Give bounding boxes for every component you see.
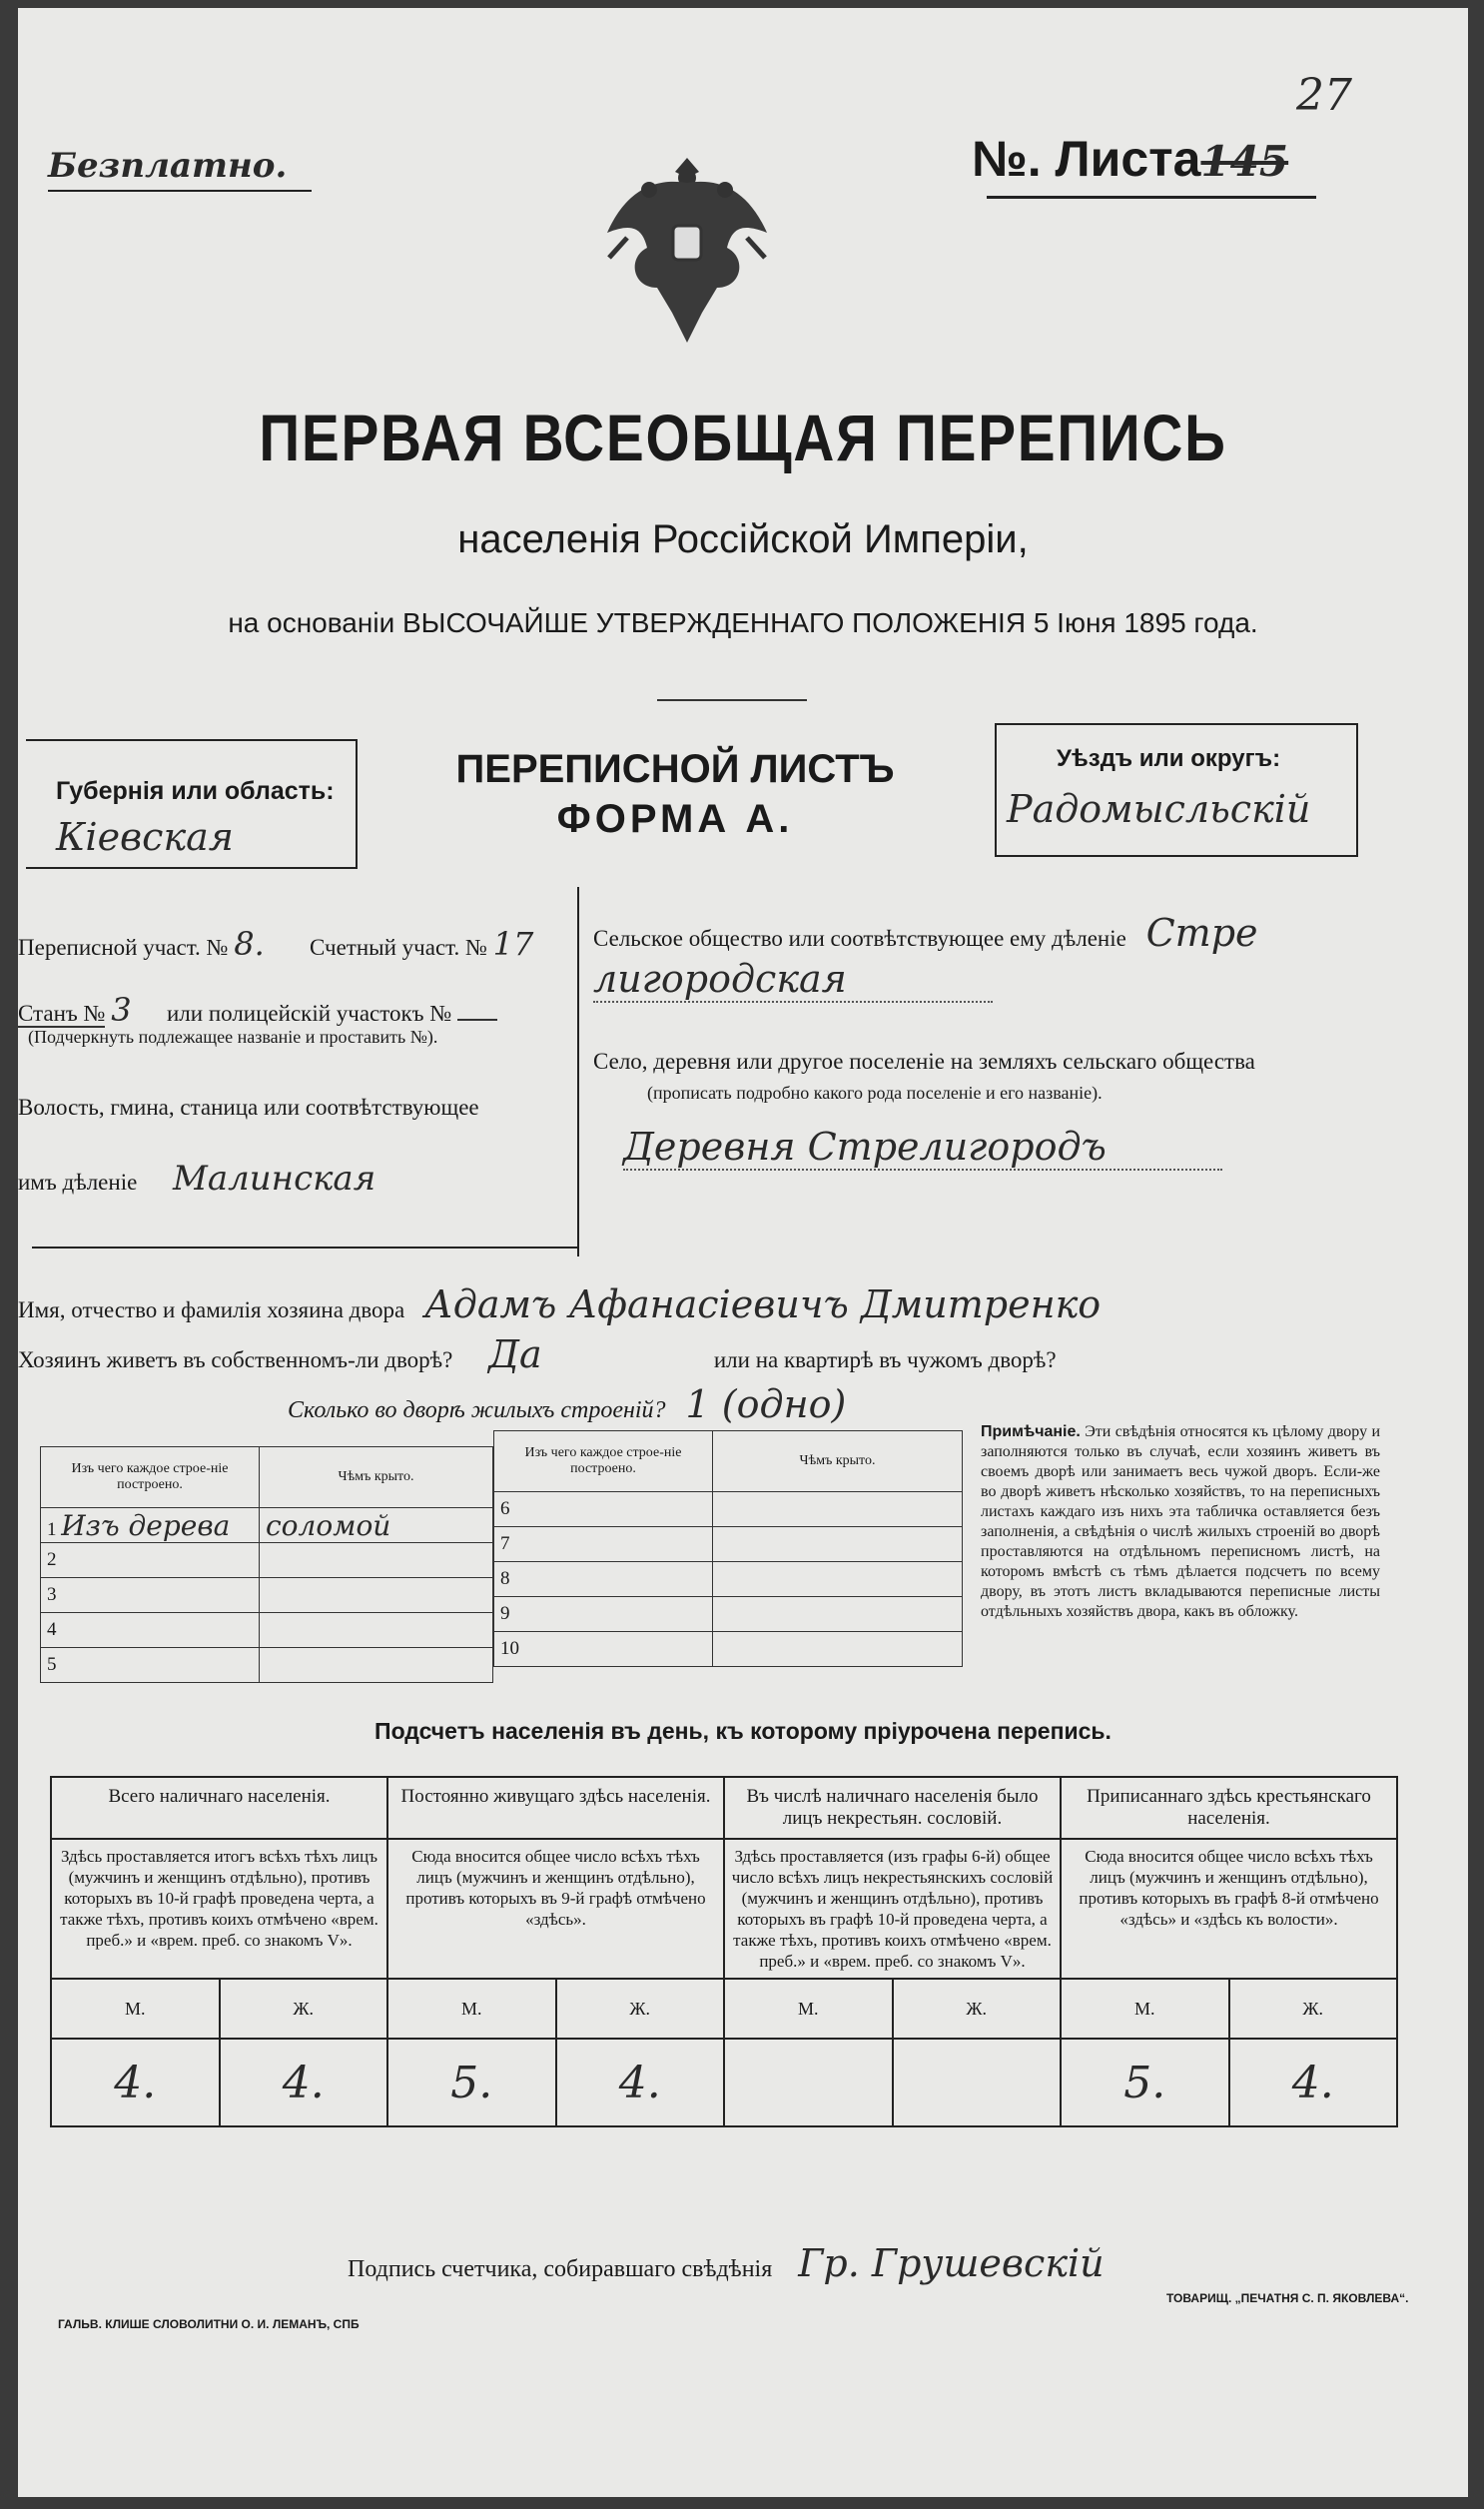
registered-female: 4. — [1229, 2039, 1398, 2126]
col-desc-permanent: Сюда вносится общее число всѣхъ тѣхъ лицъ (мужчинъ и женщинъ отдѣльно), противъ которыхъ въ 9-й графѣ отмѣчено «здѣсь». — [387, 1839, 724, 1979]
table-row — [41, 1648, 493, 1683]
row-number: 2 — [41, 1543, 260, 1578]
volost-row — [18, 1159, 375, 1199]
owner-name-row — [18, 1282, 1101, 1326]
count-section-value: 17 — [492, 925, 534, 963]
m-label: М. — [724, 1979, 893, 2039]
table-row — [494, 1632, 963, 1667]
table-row — [41, 1613, 493, 1648]
sheet-number-underline — [987, 196, 1316, 199]
m-label: М. — [1061, 1979, 1229, 2039]
total-female: 4. — [220, 2039, 388, 2126]
population-table — [50, 1776, 1398, 2127]
m-label: М. — [387, 1979, 556, 2039]
table-row — [494, 1527, 963, 1562]
note-text: Эти свѣдѣнія относятся къ цѣлому двору и заполняются только въ случаѣ, если хозяинъ живетъ въ своемъ дворѣ или занимаетъ весь чужой дворъ. Если-же во дворѣ живетъ нѣсколько хозяйствъ, то на переписныхъ листахъ каждаго изъ нихъ эта табличка оставляется безъ заполненія, а свѣдѣнія о числѣ жилыхъ строеній во дворѣ проставляются на отдѣльномъ переписномъ листѣ, на которомъ вмѣстѣ съ тѣмъ дѣлается подсчетъ по всему двору, въ этотъ листъ вкладываются переписные листы отдѣльныхъ хозяйствъ двора, какъ въ обложку. — [981, 1423, 1380, 1620]
society-row — [593, 911, 1258, 955]
free-underline — [48, 190, 312, 192]
permanent-male: 5. — [387, 2039, 556, 2126]
police-value-line — [457, 1019, 497, 1021]
own-yard-row — [18, 1332, 1057, 1376]
fields-divider — [577, 887, 579, 1256]
registered-male: 5. — [1061, 2039, 1229, 2126]
m-label: М. — [51, 1979, 220, 2039]
rented-label: или на квартирѣ въ чужомъ дворѣ? — [713, 1347, 1057, 1372]
owner-name-label: Имя, отчество и фамилія хозяина двора — [18, 1297, 405, 1322]
village-value: Деревня Стрелигородъ — [623, 1125, 1222, 1171]
col-roof: Чѣмъ крыто. — [260, 1447, 493, 1508]
row-roof — [260, 1648, 493, 1683]
row-number: 10 — [494, 1632, 713, 1667]
row-number: 7 — [494, 1527, 713, 1562]
row-number: 9 — [494, 1597, 713, 1632]
signature-row — [348, 2241, 1105, 2285]
subtitle: населенія Россійской Имперіи, — [457, 517, 1029, 561]
volost-value: Малинская — [173, 1159, 376, 1199]
row-roof — [260, 1543, 493, 1578]
police-label: или полицейскій участокъ № — [166, 1001, 452, 1026]
uezd-label: Уѣздъ или округъ: — [1057, 745, 1281, 772]
own-yard-value: Да — [488, 1332, 542, 1376]
society-label: Сельское общество или соотвѣтствующее ему дѣленіе — [593, 926, 1126, 951]
gubernia-box — [26, 739, 358, 869]
col-desc-total: Здѣсь проставляется итогъ всѣхъ тѣхъ лицъ (мужчинъ и женщинъ отдѣльно), противъ которыхъ въ 10-й графѣ проведена черта, а также тѣхъ, противъ коихъ отмѣчено «врем. преб.» и «врем. преб. со знакомъ V». — [51, 1839, 387, 1979]
col-material: Изъ чего каждое строе-ніе построено. — [41, 1447, 260, 1508]
col-head-permanent: Постоянно живущаго здѣсь населенія. — [387, 1777, 724, 1839]
note — [981, 1422, 1380, 1622]
f-label: Ж. — [893, 1979, 1062, 2039]
census-section-label: Переписной участ. № — [18, 935, 229, 960]
row-roof — [713, 1597, 963, 1632]
table-row — [41, 1578, 493, 1613]
gubernia-value: Кіевская — [56, 815, 234, 859]
note-title: Примѣчаніе. — [981, 1423, 1081, 1440]
row-number: 3 — [41, 1578, 260, 1613]
row-roof — [713, 1527, 963, 1562]
col-roof: Чѣмъ крыто. — [713, 1431, 963, 1492]
free-label: Безплатно. — [48, 146, 288, 186]
own-yard-label: Хозяинъ живетъ въ собственномъ-ли дворѣ? — [18, 1347, 453, 1372]
coat-of-arms-icon — [587, 138, 787, 353]
form-title-line1: ПЕРЕПИСНОЙ ЛИСТЪ — [455, 747, 895, 791]
col-head-non-peasant: Въ числѣ наличнаго населенія было лицъ некрестьян. сословій. — [724, 1777, 1061, 1839]
row-roof — [713, 1562, 963, 1597]
gubernia-label: Губернія или область: — [56, 777, 335, 805]
count-section-label: Счетный участ. № — [309, 935, 487, 960]
sheet-number-value: 145 — [1200, 137, 1289, 186]
row-roof — [260, 1613, 493, 1648]
row-number: 8 — [494, 1562, 713, 1597]
village-note: (прописать подробно какого рода поселеніе и его названіе). — [647, 1083, 1103, 1103]
permanent-female: 4. — [556, 2039, 725, 2126]
census-section-row — [18, 925, 533, 963]
left-fields-bottom-rule — [32, 1247, 577, 1249]
ornament-divider — [657, 699, 807, 701]
sheet-number — [972, 130, 1288, 188]
signature-value: Гр. Грушевскій — [798, 2241, 1105, 2285]
basis-line: на основаніи ВЫСОЧАЙШЕ УТВЕРЖДЕННАГО ПОЛОЖЕНІЯ 5 Іюня 1895 года. — [228, 607, 1258, 638]
non-peasant-female — [893, 2039, 1062, 2126]
table-row — [41, 1508, 493, 1543]
volost-label2: имъ дѣленіе — [18, 1170, 138, 1195]
footer-left: ГАЛЬВ. КЛИШЕ СЛОВОЛИТНИ О. И. ЛЕМАНЪ, СПБ — [58, 2317, 360, 2331]
uezd-value: Радомысльскій — [1007, 787, 1311, 831]
buildings-table-left — [40, 1446, 493, 1683]
buildings-label: Сколько во дворѣ жилыхъ строеній? — [288, 1397, 666, 1423]
census-sheet — [18, 8, 1468, 2497]
society-value-part1: Стре — [1145, 911, 1258, 955]
sheet-number-label: №. Листа — [972, 131, 1201, 187]
pencil-number: 27 — [1296, 70, 1352, 121]
signature-label: Подпись счетчика, собиравшаго свѣдѣнія — [348, 2256, 773, 2282]
table-row — [494, 1492, 963, 1527]
row-material: Изъ дерева — [61, 1508, 231, 1542]
row-number: 1 — [47, 1518, 57, 1540]
table-row — [494, 1562, 963, 1597]
stan-value: 3 — [111, 991, 132, 1029]
uezd-box — [995, 723, 1358, 857]
row-roof — [260, 1578, 493, 1613]
stan-row — [18, 991, 497, 1029]
underline-note: (Подчеркнуть подлежащее названіе и проставить №). — [28, 1027, 438, 1047]
table-row — [41, 1543, 493, 1578]
row-roof — [713, 1632, 963, 1667]
col-material: Изъ чего каждое строе-ніе построено. — [494, 1431, 713, 1492]
col-desc-registered: Сюда вносится общее число всѣхъ тѣхъ лицъ (мужчинъ и женщинъ отдѣльно), противъ которыхъ въ графѣ 8-й отмѣчено «здѣсь» и «здѣсь къ волости». — [1061, 1839, 1397, 1979]
buildings-value: 1 (одно) — [685, 1382, 847, 1426]
col-desc-non-peasant: Здѣсь проставляется (изъ графы 6-й) общее число всѣхъ лицъ некрестьянскихъ сословій (мужчинъ и женщинъ отдѣльно), противъ которыхъ въ графѣ 10-й проведена черта, а также тѣхъ, противъ коихъ отмѣчено «врем. преб.» и «врем. преб. со знакомъ V». — [724, 1839, 1061, 1979]
f-label: Ж. — [220, 1979, 388, 2039]
buildings-row — [288, 1382, 846, 1426]
row-roof — [713, 1492, 963, 1527]
row-number: 6 — [494, 1492, 713, 1527]
col-head-registered: Приписаннаго здѣсь крестьянскаго населенія. — [1061, 1777, 1397, 1839]
table-row — [494, 1597, 963, 1632]
census-section-value: 8. — [234, 925, 265, 963]
form-title-line2: ФОРМА А. — [556, 797, 794, 841]
row-number: 5 — [41, 1648, 260, 1683]
footer-right: ТОВАРИЩ. „ПЕЧАТНЯ С. П. ЯКОВЛЕВА“. — [1166, 2291, 1409, 2305]
buildings-table-right — [493, 1430, 963, 1667]
main-title: ПЕРВАЯ ВСЕОБЩАЯ ПЕРЕПИСЬ — [259, 401, 1227, 474]
society-value-part2: лигородская — [593, 957, 993, 1003]
stan-label: Станъ № — [18, 1001, 106, 1026]
col-head-total: Всего наличнаго населенія. — [51, 1777, 387, 1839]
volost-label: Волость, гмина, станица или соотвѣтствующее — [18, 1095, 479, 1120]
total-male: 4. — [51, 2039, 220, 2126]
village-label: Село, деревня или другое поселеніе на земляхъ сельскаго общества — [593, 1049, 1255, 1074]
row-number: 4 — [41, 1613, 260, 1648]
non-peasant-male — [724, 2039, 893, 2126]
f-label: Ж. — [1229, 1979, 1398, 2039]
row-roof: соломой — [260, 1508, 493, 1543]
f-label: Ж. — [556, 1979, 725, 2039]
population-title: Подсчетъ населенія въ день, къ которому пріурочена перепись. — [374, 1718, 1112, 1744]
owner-name-value: Адамъ Афанасіевичъ Дмитренко — [424, 1282, 1102, 1326]
